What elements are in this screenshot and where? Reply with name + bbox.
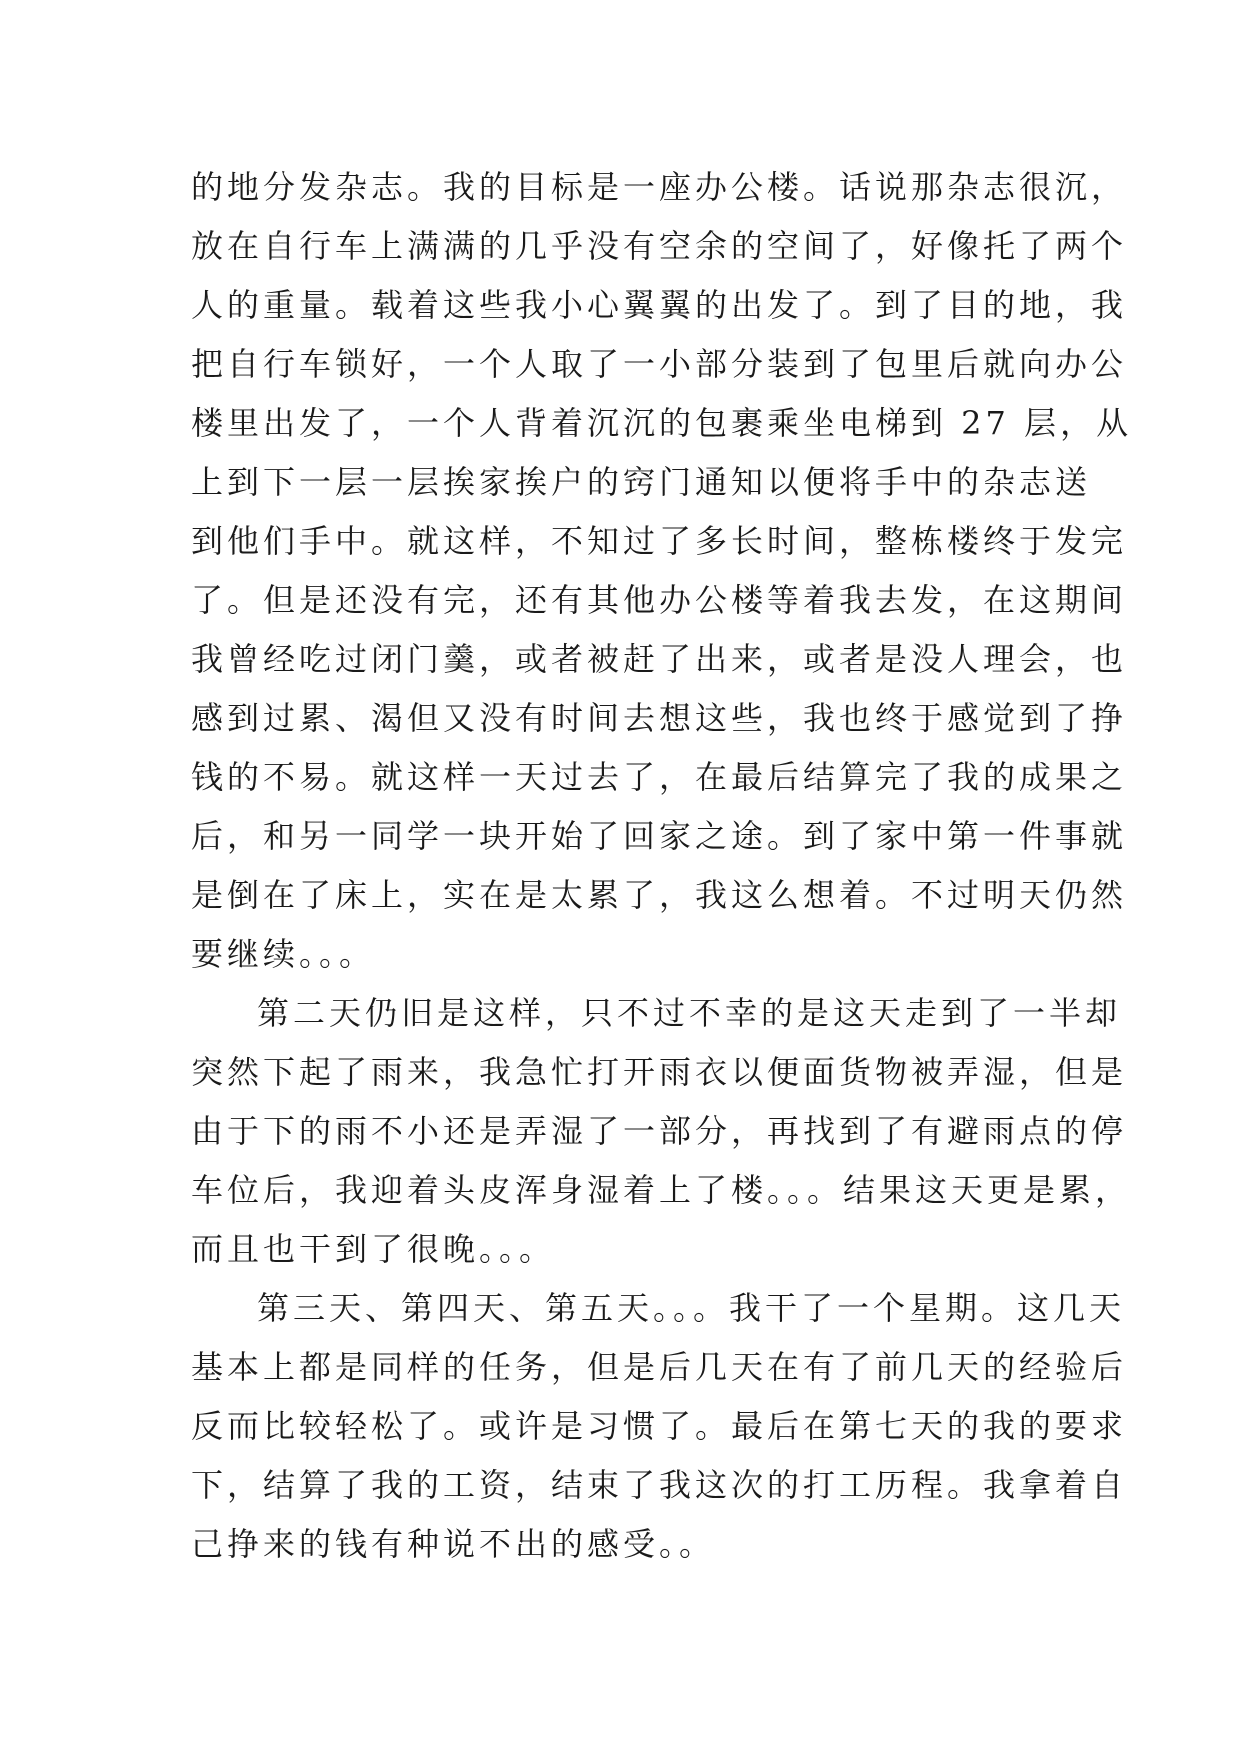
paragraph [191, 984, 1132, 1279]
paragraph-line: 人的重量。载着这些我小心翼翼的出发了。到了目的地，我 [191, 286, 1128, 324]
paragraph-line: 到他们手中。就这样，不知过了多长时间，整栋楼终于发完 [191, 522, 1128, 560]
paragraph-line: 楼里出发了，一个人背着沉沉的包裹乘坐电梯到 27 层，从 [191, 404, 1133, 442]
paragraph-line: 第三天、第四天、第五天。。。我干了一个星期。这几天 [257, 1289, 1126, 1327]
paragraph-line: 是倒在了床上，实在是太累了，我这么想着。不过明天仍然 [191, 876, 1128, 914]
paragraph-line: 把自行车锁好，一个人取了一小部分装到了包里后就向办公 [191, 345, 1128, 383]
paragraph-line: 下，结算了我的工资，结束了我这次的打工历程。我拿着自 [191, 1466, 1128, 1504]
paragraph-line: 由于下的雨不小还是弄湿了一部分，再找到了有避雨点的停 [191, 1112, 1128, 1150]
paragraph-line: 第二天仍旧是这样，只不过不幸的是这天走到了一半却 [257, 994, 1122, 1032]
paragraph-line: 车位后，我迎着头皮浑身湿着上了楼。。。结果这天更是累， [191, 1171, 1132, 1209]
paragraph-line: 后，和另一同学一块开始了回家之途。到了家中第一件事就 [191, 817, 1128, 855]
paragraph-line: 我曾经吃过闭门羹，或者被赶了出来，或者是没人理会，也 [191, 640, 1128, 678]
paragraph-line: 上到下一层一层挨家挨户的窍门通知以便将手中的杂志送 [191, 463, 1092, 501]
paragraph-line: 而且也干到了很晚。。。 [191, 1230, 556, 1268]
body-text [191, 158, 1133, 1574]
paragraph-line: 的地分发杂志。我的目标是一座办公楼。话说那杂志很沉， [191, 168, 1128, 206]
paragraph-line: 放在自行车上满满的几乎没有空余的空间了，好像托了两个 [191, 227, 1128, 265]
paragraph-line: 突然下起了雨来，我急忙打开雨衣以便面货物被弄湿，但是 [191, 1053, 1128, 1091]
paragraph-line: 钱的不易。就这样一天过去了，在最后结算完了我的成果之 [191, 758, 1128, 796]
paragraph-line: 基本上都是同样的任务，但是后几天在有了前几天的经验后 [191, 1348, 1128, 1386]
paragraph-line: 己挣来的钱有种说不出的感受。。 [191, 1525, 716, 1563]
paragraph-line: 感到过累、渴但又没有时间去想这些，我也终于感觉到了挣 [191, 699, 1128, 737]
paragraph-line: 反而比较轻松了。或许是习惯了。最后在第七天的我的要求 [191, 1407, 1128, 1445]
paragraph [191, 1279, 1128, 1574]
paragraph [191, 158, 1133, 984]
paragraph-line: 了。但是还没有完，还有其他办公楼等着我去发，在这期间 [191, 581, 1128, 619]
paragraph-line: 要继续。。。 [191, 935, 376, 973]
